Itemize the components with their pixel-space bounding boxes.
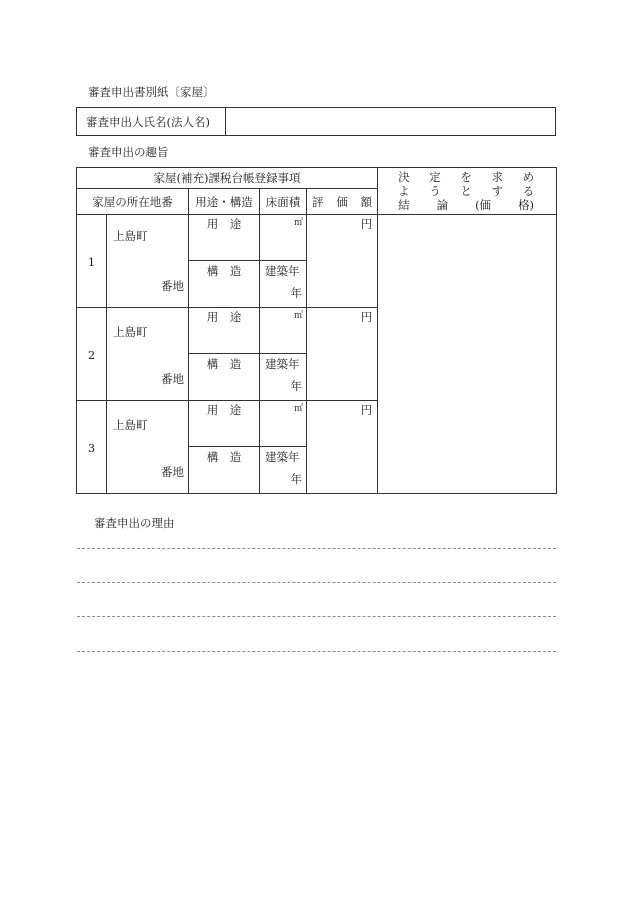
decision-field[interactable]: [378, 215, 557, 494]
use-field[interactable]: [189, 401, 260, 447]
decision-char: 格): [518, 198, 535, 212]
registration-header: [77, 168, 378, 189]
year-unit: 年: [290, 286, 302, 300]
decision-char: (価: [475, 198, 492, 212]
reason-line-4[interactable]: [77, 651, 556, 652]
valuation-field[interactable]: [307, 308, 378, 401]
floor-area-field[interactable]: [260, 308, 307, 354]
applicant-box: [76, 107, 556, 136]
decision-char: 論: [436, 198, 449, 212]
row-number: 3: [87, 441, 96, 455]
reason-line-3[interactable]: [77, 616, 556, 617]
row-number: 1: [87, 255, 96, 269]
row-number-cell: [77, 215, 107, 308]
applicant-label-cell: [77, 108, 226, 136]
purpose-title: 審査申出の趣旨: [88, 145, 169, 159]
structure-label: 構 造: [206, 357, 242, 371]
year-unit: 年: [290, 379, 302, 393]
decision-char: と: [460, 184, 472, 198]
decision-char: う: [429, 184, 441, 198]
row-number: 2: [87, 348, 96, 362]
use-structure-header-text: 用途・構造: [195, 195, 253, 209]
built-year-field[interactable]: [260, 261, 307, 308]
floor-area-field[interactable]: [260, 401, 307, 447]
floor-area-header: [260, 189, 307, 215]
lot-label: 番地: [161, 465, 184, 479]
location-header: [77, 189, 189, 215]
town-label: 上島町: [113, 229, 148, 243]
built-year-field[interactable]: [260, 354, 307, 401]
valuation-header-text: [312, 195, 372, 209]
area-unit: ㎡: [293, 404, 303, 414]
town-label: 上島町: [113, 325, 148, 339]
location-field[interactable]: [107, 215, 189, 308]
structure-label: 構 造: [206, 264, 242, 278]
row-number-cell: [77, 401, 107, 494]
year-unit: 年: [290, 472, 302, 486]
use-label: 用 途: [206, 403, 242, 417]
use-label: 用 途: [206, 310, 242, 324]
decision-char: よ: [398, 184, 410, 198]
lot-label: 番地: [161, 372, 184, 386]
decision-line-2: [398, 184, 534, 198]
valuation-char: 評: [312, 195, 324, 209]
area-unit: ㎡: [293, 311, 303, 321]
structure-label: 構 造: [206, 450, 242, 464]
use-structure-header: [189, 189, 260, 215]
structure-field[interactable]: [189, 261, 260, 308]
applicant-name-field[interactable]: [226, 108, 556, 136]
valuation-field[interactable]: [307, 401, 378, 494]
town-label: 上島町: [113, 418, 148, 432]
decision-line-3: [398, 198, 534, 212]
yen-unit: 円: [360, 403, 373, 417]
decision-char: 定: [429, 170, 441, 184]
structure-field[interactable]: [189, 447, 260, 494]
yen-unit: 円: [360, 310, 373, 324]
built-year-field[interactable]: [260, 447, 307, 494]
valuation-header: [307, 189, 378, 215]
area-unit: ㎡: [293, 218, 303, 228]
use-field[interactable]: [189, 308, 260, 354]
reason-title: 審査申出の理由: [94, 516, 175, 530]
registration-header-text: 家屋(補充)課税台帳登録事項: [153, 171, 301, 185]
floor-area-field[interactable]: [260, 215, 307, 261]
decision-char: 求: [491, 170, 503, 184]
location-field[interactable]: [107, 401, 189, 494]
valuation-char: 価: [336, 195, 348, 209]
use-field[interactable]: [189, 215, 260, 261]
location-field[interactable]: [107, 308, 189, 401]
location-header-text: 家屋の所在地番: [92, 195, 173, 209]
reason-line-1[interactable]: [77, 548, 556, 549]
decision-char: 結: [398, 198, 410, 212]
floor-area-header-text: 床面積: [265, 195, 301, 209]
applicant-label: 審査申出人氏名(法人名): [86, 115, 210, 129]
decision-header: [378, 168, 557, 215]
structure-field[interactable]: [189, 354, 260, 401]
yen-unit: 円: [360, 217, 373, 231]
decision-char: す: [491, 184, 503, 198]
decision-char: 決: [398, 170, 410, 184]
valuation-char: 額: [360, 195, 373, 209]
reason-line-2[interactable]: [77, 582, 556, 583]
decision-char: る: [522, 184, 535, 198]
row-number-cell: [77, 308, 107, 401]
property-table: [76, 167, 557, 494]
built-year-label: 建築年: [265, 357, 300, 371]
built-year-label: 建築年: [265, 264, 300, 278]
valuation-field[interactable]: [307, 215, 378, 308]
decision-char: め: [522, 170, 535, 184]
built-year-label: 建築年: [265, 450, 300, 464]
lot-label: 番地: [161, 279, 184, 293]
decision-line-1: [398, 170, 534, 184]
use-label: 用 途: [206, 217, 242, 231]
decision-char: を: [460, 170, 472, 184]
form-title: 審査申出書別紙〔家屋〕: [88, 85, 215, 99]
